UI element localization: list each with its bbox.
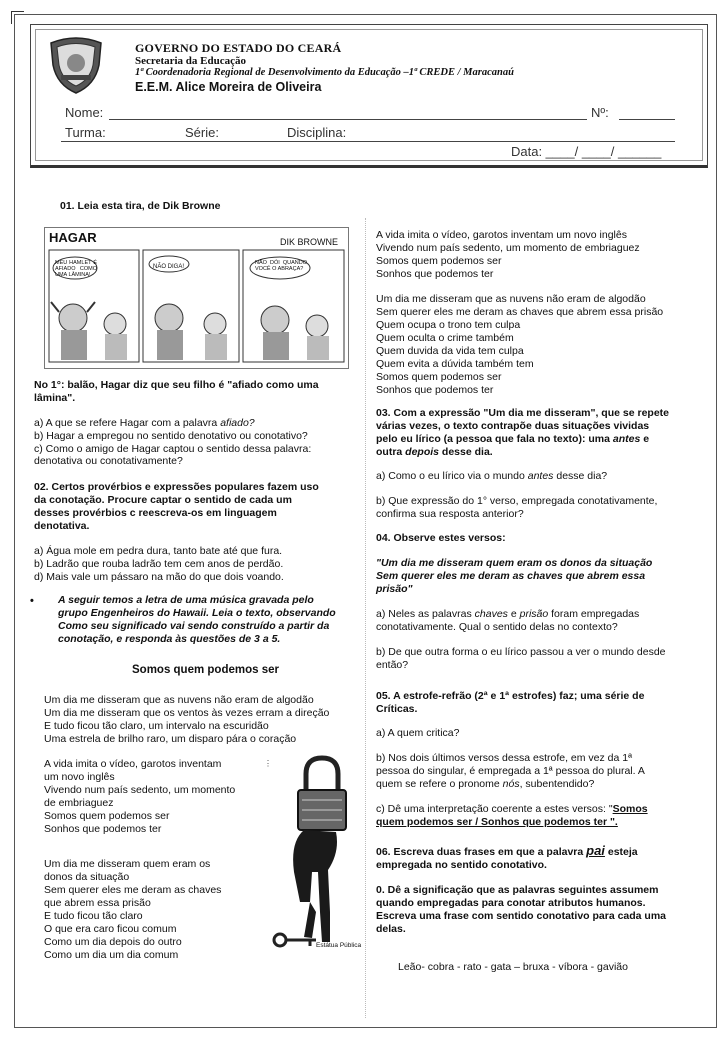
q01-item-b: b) Hagar a empregou no sentido denotativo ou conotativo?	[34, 430, 308, 442]
q04-item-a-line-2: conotativamente. Qual o sentido delas no contexto?	[376, 621, 618, 633]
song-stanza-2-line-5: Somos quem podemos ser	[44, 810, 170, 822]
song-stanza-3-line-3: Sem querer eles me deram as chaves	[44, 884, 222, 896]
song-stanza-1-line-3: E tudo ficou tão claro, um intervalo na escuridão	[44, 720, 269, 732]
song-stanza-1-line-4: Uma estrela de brilho raro, um disparo pára o coração	[44, 733, 297, 745]
nome-field[interactable]	[109, 119, 587, 120]
turma-serie-disciplina-field[interactable]	[61, 141, 675, 142]
q04-item-a-line-1: a) Neles as palavras chaves e prisão foram empregadas	[376, 608, 640, 620]
song-stanza-2-line-1: A vida imita o vídeo, garotos inventam	[44, 758, 222, 770]
song-stanza-3-line-2: donos da situação	[44, 871, 130, 883]
q02-line-4: denotativa.	[34, 520, 90, 532]
q04-verse-line-1: "Um dia me disseram quem eram os donos da situação	[376, 557, 653, 569]
q04-verse-line-3: prisão"	[376, 583, 413, 595]
song-refrain-2-line-1: Um dia me disseram que as nuvens não eram de algodão	[376, 293, 646, 305]
government-name: GOVERNO DO ESTADO DO CEARÁ	[135, 41, 342, 55]
q00-line-2: quando empregadas para conotar atributos humanos.	[376, 897, 646, 909]
song-refrain-2-line-2: Sem querer eles me deram as chaves que abrem essa prisão	[376, 306, 664, 318]
song-refrain-2-line-5: Quem duvida da vida tem culpa	[376, 345, 524, 357]
figure-caption: Estátua Pública	[316, 942, 362, 949]
song-stanza-3-line-5: E tudo ficou tão claro	[44, 910, 143, 922]
song-stanza-3-line-8: Como um dia um dia comum	[44, 949, 179, 961]
comic-author: DIK BROWNE	[280, 237, 339, 247]
song-refrain-1-line-2: Vivendo num país sedento, um momento de embriaguez	[376, 242, 640, 254]
intro-line-2: grupo Engenheiros do Hawaii. Leia o texto, observando	[58, 607, 336, 619]
school-name: E.E.M. Alice Moreira de Oliveira	[135, 80, 322, 94]
comic-balloon-1: MEU HAMLET É AFIADO COMO UMA LÂMINA!	[55, 260, 97, 278]
comic-balloon-3: NÃO DÓI QUANDO VOCÊ O ABRAÇA?	[255, 260, 307, 272]
song-refrain-1-line-1: A vida imita o vídeo, garotos inventam um novo inglês	[376, 229, 627, 241]
turma-label: Turma:	[65, 125, 106, 140]
song-stanza-3-line-4: que abrem essa prisão	[44, 897, 151, 909]
ceara-crest-icon	[45, 35, 107, 95]
q00-word-list: Leão- cobra - rato - gata – bruxa - víbora - gavião	[398, 961, 628, 973]
intro-line-4: conotação, e responda às questões de 3 a 5.	[58, 633, 281, 645]
header-box	[30, 24, 708, 168]
intro-bullet: •	[30, 595, 34, 607]
q04-verse-line-2: Sem querer eles me deram as chaves que abrem essa	[376, 570, 646, 582]
q03-line-2: várias vezes, o texto contrapõe duas situações vividas	[376, 420, 650, 432]
song-refrain-1-line-4: Sonhos que podemos ter	[376, 268, 494, 280]
q05-line-1: 05. A estrofe-refrão (2ª e 1ª estrofes) faz; uma série de	[376, 690, 645, 702]
song-refrain-2-line-6: Quem evita a dúvida também tem	[376, 358, 534, 370]
q04-item-b-line-1: b) De que outra forma o eu lírico passou a ver o mundo desde	[376, 646, 666, 658]
song-stanza-2-line-3: Vivendo num país sedento, um momento	[44, 784, 236, 796]
q01-item-c-line-1: c) Como o amigo de Hagar captou o sentido dessa palavra:	[34, 443, 312, 455]
numero-label: Nº:	[591, 105, 609, 120]
song-refrain-2-line-4: Quem oculta o crime também	[376, 332, 514, 344]
q03-line-1: 03. Com a expressão "Um dia me disseram", que se repete	[376, 407, 670, 419]
comic-title: HAGAR	[49, 230, 97, 245]
data-field[interactable]: Data: ____/ ____/ ______	[511, 144, 662, 159]
q02-line-2: da conotação. Procure captar o sentido de cada um	[34, 494, 292, 506]
q06-line-2: empregada no sentido conotativo.	[376, 859, 547, 871]
song-refrain-2-line-8: Sonhos que podemos ter	[376, 384, 494, 396]
intro-line-1: A seguir temos a letra de uma música gravada pelo	[58, 594, 314, 606]
q04-item-b-line-2: então?	[376, 659, 409, 671]
q03-item-b-line-1: b) Que expressão do 1° verso, empregada conotativamente,	[376, 495, 658, 507]
q04-title: 04. Observe estes versos:	[376, 532, 506, 544]
q05-item-c-line-2: quem podemos ser / Sonhos que podemos ter ".	[376, 816, 618, 828]
svg-text:⋮: ⋮	[264, 759, 272, 768]
q06-line-1: 06. Escreva duas frases em que a palavra pai esteja	[376, 843, 638, 858]
numero-field[interactable]	[619, 119, 675, 120]
nome-label: Nome:	[65, 105, 104, 120]
coordenadoria-name: 1ª Coordenadoria Regional de Desenvolvimento da Educação –1ª CREDE / Maracanaú	[135, 67, 514, 78]
comic-illustration	[45, 228, 348, 368]
comic-balloon-2: NÃO DIGA!	[153, 264, 185, 270]
q01-note-line-1: No 1°: balão, Hagar diz que seu filho é "afiado como uma	[34, 379, 319, 391]
q02-line-1: 02. Certos provérbios e expressões populares fazem uso	[34, 481, 319, 493]
secretaria-name: Secretaria da Educação	[135, 55, 247, 67]
q03-line-3: pelo eu lírico (a pessoa que fala no texto): uma antes e	[376, 433, 650, 445]
q00-line-3: Escreva uma frase com sentido conotativo para cada uma	[376, 910, 667, 922]
q03-line-4: outra depois desse dia.	[376, 446, 493, 458]
song-stanza-1-line-2: Um dia me disseram que os ventos às vezes erram a direção	[44, 707, 330, 719]
padlock-figure-illustration	[260, 752, 370, 952]
song-stanza-2-line-4: de embriaguez	[44, 797, 114, 809]
q05-item-b-line-3: quem se refere o pronome nós, subentendido?	[376, 778, 595, 790]
q02-item-b: b) Ladrão que rouba ladrão tem cem anos de perdão.	[34, 558, 284, 570]
song-refrain-2-line-7: Somos quem podemos ser	[376, 371, 502, 383]
song-stanza-3-line-7: Como um dia depois do outro	[44, 936, 182, 948]
q01-note-line-2: lâmina".	[34, 392, 76, 404]
q00-line-1: 0. Dê a significação que as palavras seguintes assumem	[376, 884, 659, 896]
q05-item-a: a) A quem critica?	[376, 727, 460, 739]
intro-line-3: Como seu significado vai sendo construído a partir da	[58, 620, 330, 632]
song-stanza-3-line-6: O que era caro ficou comum	[44, 923, 177, 935]
disciplina-label: Disciplina:	[287, 125, 347, 140]
q01-title: 01. Leia esta tira, de Dik Browne	[60, 200, 221, 212]
q05-line-2: Críticas.	[376, 703, 418, 715]
q02-item-d: d) Mais vale um pássaro na mão do que dois voando.	[34, 571, 284, 583]
song-title: Somos quem podemos ser	[132, 664, 279, 676]
song-refrain-2-line-3: Quem ocupa o trono tem culpa	[376, 319, 521, 331]
song-stanza-1-line-1: Um dia me disseram que as nuvens não eram de algodão	[44, 694, 314, 706]
q05-item-c-line-1: c) Dê uma interpretação coerente a estes versos: "Somos	[376, 803, 648, 815]
q03-item-a: a) Como o eu lírico via o mundo antes desse dia?	[376, 470, 608, 482]
hagar-comic-strip	[44, 227, 349, 369]
q00-line-4: delas.	[376, 923, 406, 935]
song-refrain-1-line-3: Somos quem podemos ser	[376, 255, 502, 267]
q01-item-a: a) A que se refere Hagar com a palavra afiado?	[34, 417, 255, 429]
serie-label: Série:	[185, 125, 219, 140]
song-stanza-3-line-1: Um dia me disseram quem eram os	[44, 858, 211, 870]
q02-item-a: a) Água mole em pedra dura, tanto bate até que fura.	[34, 545, 283, 557]
q03-item-b-line-2: confirma sua resposta anterior?	[376, 508, 524, 520]
song-stanza-2-line-6: Sonhos que podemos ter	[44, 823, 162, 835]
song-stanza-2-line-2: um novo inglês	[44, 771, 115, 783]
q01-item-c-line-2: denotativa ou conotativamente?	[34, 455, 183, 467]
q02-line-3: desses provérbios c reescreva-os em linguagem	[34, 507, 277, 519]
q05-item-b-line-2: pessoa do singular, é empregada a 1ª pessoa do plural. A	[376, 765, 645, 777]
q05-item-b-line-1: b) Nos dois últimos versos dessa estrofe, em vez da 1ª	[376, 752, 632, 764]
